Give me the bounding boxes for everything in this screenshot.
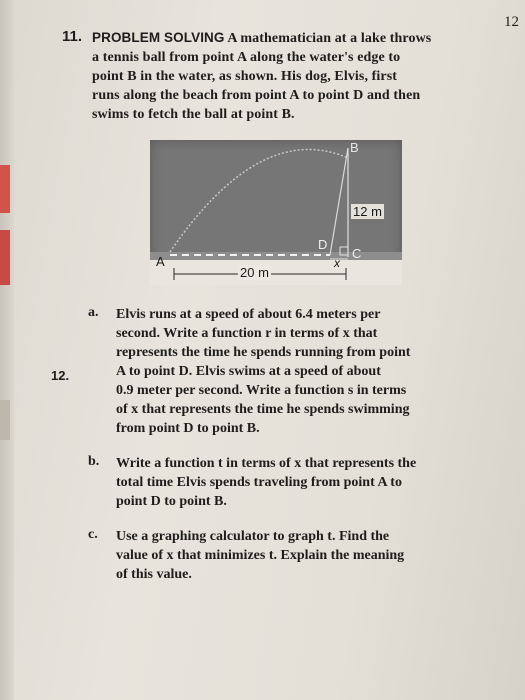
part-text — [116, 454, 488, 511]
page-edge-red-mark — [0, 165, 10, 213]
part-letter: b. — [88, 454, 100, 469]
part-c — [88, 527, 488, 584]
label-point-a: A — [156, 254, 165, 269]
problem-line: runs along the beach from point A to point D and then — [92, 88, 421, 103]
part-line: Use a graphing calculator to graph t. Find the — [116, 529, 390, 544]
part-line: value of x that minimizes t. Explain the meaning — [116, 548, 405, 563]
part-line: of x that represents the time he spends swimming — [116, 402, 410, 417]
problem-keyword: PROBLEM SOLVING — [92, 30, 225, 45]
side-problem-number: 12. — [51, 368, 70, 383]
part-line: second. Write a function r in terms of x that — [116, 326, 378, 341]
label-x: x — [334, 256, 340, 270]
part-line: total time Elvis spends traveling from point A to — [116, 475, 402, 490]
page-edge-red-mark — [0, 230, 10, 285]
part-line: Elvis runs at a speed of about 6.4 meters per — [116, 307, 381, 322]
problem-parts — [88, 305, 488, 600]
part-line: Write a function t in terms of x that represents the — [116, 456, 417, 471]
part-line: represents the time he spends running from point — [116, 345, 411, 360]
label-12m: 12 m — [353, 204, 382, 219]
page-left-edge — [0, 0, 14, 700]
problem-line: point B in the water, as shown. His dog, Elvis, first — [92, 69, 398, 84]
lake-diagram — [150, 140, 402, 285]
part-line: point D to point B. — [116, 494, 227, 509]
problem-number: 11. — [62, 28, 83, 45]
problem-line: a tennis ball from point A along the water's edge to — [92, 50, 401, 65]
corner-page-number: 12 — [504, 14, 519, 30]
part-text — [116, 305, 488, 438]
label-point-b: B — [350, 140, 359, 155]
label-point-d: D — [318, 237, 328, 252]
part-b — [88, 454, 488, 511]
part-letter: c. — [88, 527, 98, 542]
beach-area — [150, 258, 402, 285]
problem-line-rest: A mathematician at a lake throws — [224, 31, 432, 46]
path-d-to-b — [330, 148, 348, 255]
part-line: A to point D. Elvis swims at a speed of about — [116, 364, 381, 379]
part-text — [116, 527, 488, 584]
page-edge-gray-mark — [0, 400, 10, 440]
label-20m: 20 m — [240, 265, 269, 280]
part-line: from point D to point B. — [116, 421, 260, 436]
part-a — [88, 305, 488, 438]
part-line: 0.9 meter per second. Write a function s in terms — [116, 383, 407, 398]
problem-statement — [92, 28, 482, 124]
part-line: of this value. — [116, 567, 192, 582]
problem-line — [92, 28, 482, 48]
part-letter: a. — [88, 305, 99, 320]
label-point-c: C — [352, 246, 362, 261]
problem-11 — [62, 28, 482, 124]
problem-line: swims to fetch the ball at point B. — [92, 107, 295, 122]
